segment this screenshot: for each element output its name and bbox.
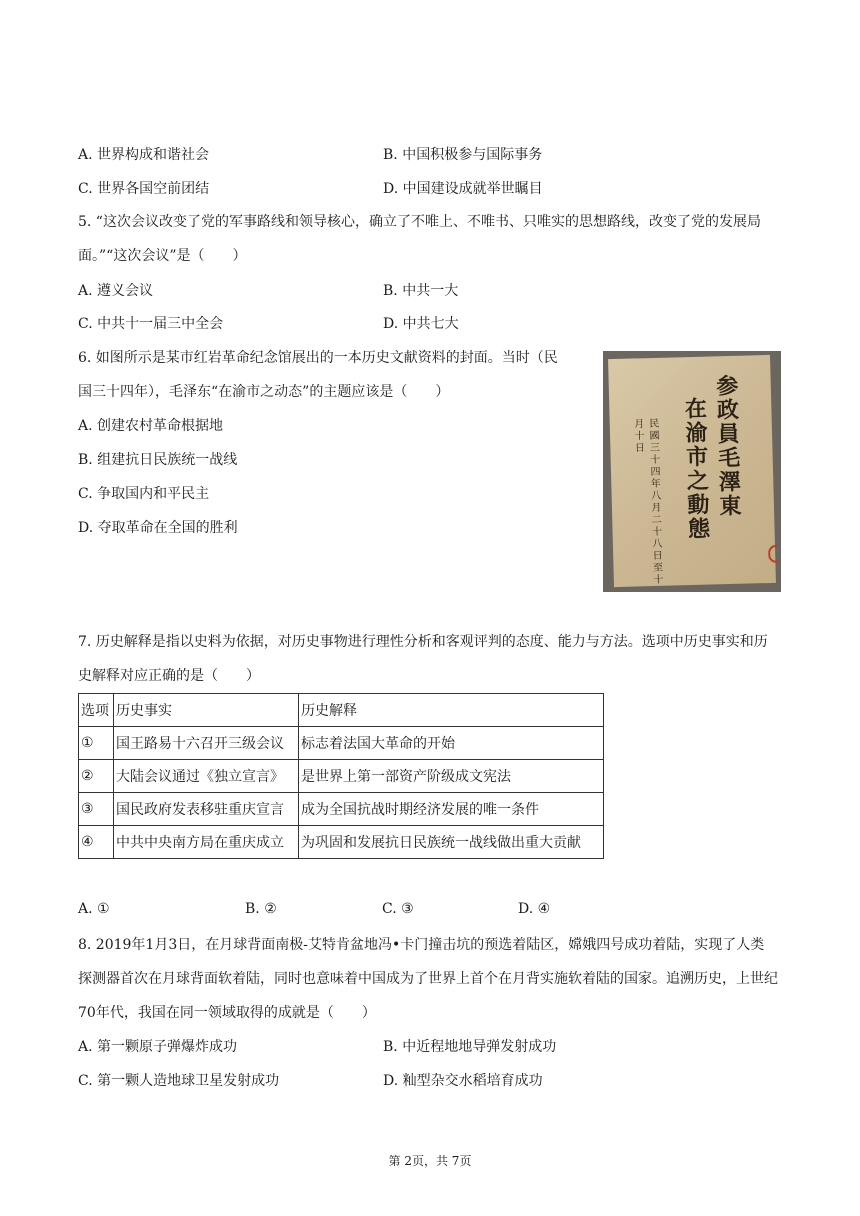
table-row [79,760,604,793]
q5-stem: 5. “这次会议改变了党的军事路线和领导核心，确立了不唯上、不唯书、只唯实的思想路线，改变了党的发展局面。”“这次会议”是（ ） [78,214,761,264]
red-mark [768,545,778,563]
page-footer: 第 2页，共 7页 [388,1154,472,1168]
q7-option-c: C. ③ [382,901,414,917]
cover-date-line: 民國三十四年八月二十八日至十月十日 [631,417,662,587]
q8-option-b: B. 中近程地地导弹发射成功 [383,1039,557,1055]
table-cell: 国王路易十六召开三级会议 [114,727,299,760]
q6-option-c: C. 争取国内和平民主 [78,486,210,502]
q5-option-b: B. 中共一大 [383,283,459,299]
table-header-row [79,694,604,727]
table-cell: 标志着法国大革命的开始 [299,727,604,760]
table-cell: 是世界上第一部资产阶级成文宪法 [299,760,604,793]
q6-option-d: D. 夺取革命在全国的胜利 [78,520,238,536]
table-cell: 为巩固和发展抗日民族统一战线做出重大贡献 [299,826,604,859]
q4-option-a: A. 世界构成和谐社会 [78,147,210,163]
table-cell: 中共中央南方局在重庆成立 [114,826,299,859]
q6-option-a: A. 创建农村革命根据地 [78,418,224,434]
q6-stem-line1: 6. 如图所示是某市红岩革命纪念馆展出的一本历史文献资料的封面。当时（民 [78,350,558,366]
q4-option-c: C. 世界各国空前团结 [78,181,210,197]
q7-option-b: B. ② [245,901,277,917]
table-cell: ② [79,760,114,793]
table-row [79,826,604,859]
q5-option-a: A. 遵义会议 [78,283,154,299]
q6-stem-line2: 国三十四年），毛泽东“在渝市之动态”的主题应该是（ ） [78,384,450,400]
document-cover-image [603,351,781,592]
table-header: 历史解释 [299,694,604,727]
table-cell: ④ [79,826,114,859]
table-header: 历史事实 [114,694,299,727]
q5-option-d: D. 中共七大 [383,316,459,332]
table-row [79,727,604,760]
q4-option-d: D. 中国建设成就举世瞩目 [383,181,543,197]
cover-title-line2: 在渝市之動態 [681,396,711,542]
table-header: 选项 [79,694,114,727]
table-cell: 大陆会议通过《独立宣言》 [114,760,299,793]
table-row [79,793,604,826]
q8-stem: 8. 2019年1月3日，在月球背面南极-艾特肯盆地冯•卡门撞击坑的预选着陆区，嫦娥四号成功着陆，实现了人类探测器首次在月球背面软着陆，同时也意味着中国成为了世界上首个在月背实施软着陆的国家。追溯历史，上世纪70年代，我国在同一领域取得的成就是（ ） [78,937,778,1021]
q7-option-d: D. ④ [518,901,551,917]
q7-option-a: A. ① [78,901,110,917]
q4-option-b: B. 中国积极参与国际事务 [383,147,543,163]
q8-option-a: A. 第一颗原子弹爆炸成功 [78,1039,238,1055]
q8-option-d: D. 籼型杂交水稻培育成功 [383,1073,543,1089]
q5-option-c: C. 中共十一届三中全会 [78,316,224,332]
q8-option-c: C. 第一颗人造地球卫星发射成功 [78,1073,280,1089]
q6-option-b: B. 组建抗日民族统一战线 [78,452,238,468]
table-cell: ③ [79,793,114,826]
document-cover-paper [608,355,776,587]
table-cell: ① [79,727,114,760]
cover-title-line1: 参政員毛澤東 [712,373,743,519]
history-table [78,693,604,859]
table-cell: 国民政府发表移驻重庆宣言 [114,793,299,826]
q7-stem: 7. 历史解释是指以史料为依据，对历史事物进行理性分析和客观评判的态度、能力与方法。选项中历史事实和历史解释对应正确的是（ ） [78,634,768,684]
table-cell: 成为全国抗战时期经济发展的唯一条件 [299,793,604,826]
